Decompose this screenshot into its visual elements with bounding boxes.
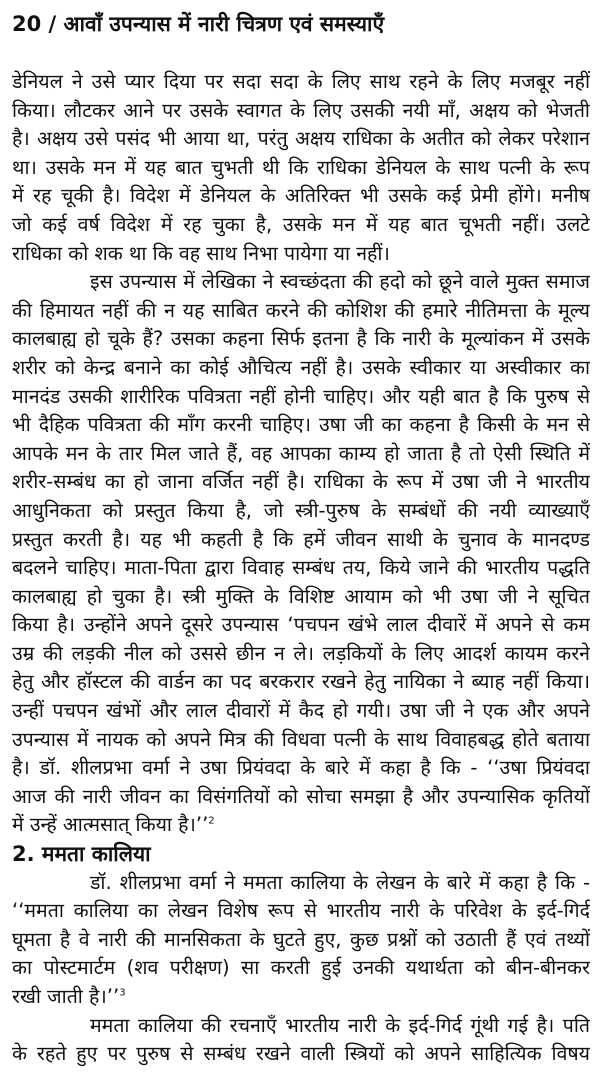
text-line: ‘‘ममता कालिया का लेखन विशेष रूप से भारतीय नारी के परिवेश के इर्द-गिर्द	[12, 899, 590, 923]
text-line: कालबाह्य हो चुका है। स्त्री मुक्ति के विशिष्ट आयाम को भी उषा जी ने सूचित	[12, 584, 590, 608]
text-line: कालबाह्य हो चूके हैं? उसका कहना सिर्फ इतना है कि नारी के मूल्यांकन में उसके	[12, 327, 590, 351]
text-line: में रह चूकी है। विदेश में डेनियल के अतिरिक्त भी उसके कई प्रेमी होंगे। मनीष	[12, 184, 590, 208]
text-line: उपन्यास में नायक को अपने मित्र की विधवा पत्नी के साथ विवाहबद्ध होते बताया	[12, 727, 590, 751]
text-line: उम्र की लड़की नील को उससे छीन न ले। लड़कियों के लिए आदर्श कायम करने	[12, 641, 590, 665]
text-line: किया है। उन्होंने अपने दूसरे उपन्यास ‘पचपन खंभे लाल दीवारें में अपने से कम	[12, 613, 590, 637]
paragraph-4	[12, 1012, 590, 1069]
text-line: घूमता है वे नारी की मानसिकता के घुटते हुए, कुछ प्रश्नों को उठाती हैं एवं तथ्यों	[12, 927, 590, 951]
text-line: प्रस्तुत करती है। यह भी कहती है कि हमें जीवन साथी के चुनाव के मानदण्ड	[12, 527, 590, 551]
footnote-marker: 2	[208, 815, 215, 827]
text-line: आधुनिकता को प्रस्तुत किया है, जो स्त्री-पुरुष के सम्बंधों की नयी व्याख्याएँ	[12, 498, 590, 522]
footnote-marker: 3	[119, 987, 126, 999]
text-line: के रहते हुए पर पुरुष से सम्बंध रखने वाली स्त्रियों को अपने साहित्यिक विषय	[12, 1042, 590, 1066]
page-body	[12, 68, 590, 1069]
paragraph-3	[12, 869, 590, 1012]
text-line: जो कई वर्ष विदेश में रह चुका है, उसके मन में यह बात चूभती नहीं। उलटे	[12, 212, 590, 236]
text-line: बदलने चाहिए। माता-पिता द्वारा विवाह सम्बंध तय, किये जाने की भारतीय पद्धति	[12, 556, 590, 580]
text-line: शरीर को केन्द्र बनाने का कोई औचित्य नहीं है। उसके स्वीकार या अस्वीकार का	[12, 355, 590, 379]
line-text: में उन्हें आत्मसात् किया है।’’	[12, 813, 209, 837]
text-line: है। अक्षय उसे पसंद भी आया था, परंतु अक्षय राधिका के अतीत को लेकर परेशान	[12, 127, 590, 151]
running-header: 20 / आवाँ उपन्यास में नारी चित्रण एवं समस्याएँ	[12, 12, 385, 36]
text-line: डेनियल ने उसे प्यार दिया पर सदा सदा के लिए साथ रहने के लिए मजबूर नहीं	[12, 70, 590, 93]
text-line: किया। लौटकर आने पर उसके स्वागत के लिए उसकी नयी माँ, अक्षय को भेजती	[12, 98, 590, 122]
paragraph-1	[12, 68, 590, 268]
text-line: है। डॉ. शीलप्रभा वर्मा ने उषा प्रियंवदा के बारे में कहा है कि - ‘‘उषा प्रियंवदा	[12, 756, 590, 780]
text-line: उन्हीं पचपन खंभों और लाल दीवारों में कैद हो गयी। उषा जी ने एक और अपने	[12, 699, 590, 723]
text-line: का पोस्टमार्टम (शव परीक्षण) सा करती हुई उनकी यथार्थता को बीन-बीनकर	[12, 956, 590, 980]
section-heading: 2. ममता कालिया	[12, 842, 151, 867]
text-line: ममता कालिया की रचनाएँ भारतीय नारी के इर्द-गिर्द गूंथी गई है। पति	[90, 1013, 590, 1037]
text-line	[12, 811, 590, 840]
paragraph-2	[12, 268, 590, 840]
text-line: आज की नारी जीवन का विसंगतियों को सोचा समझा है और उपन्यासिक कृतियों	[12, 784, 590, 808]
text-line	[12, 983, 590, 1012]
text-line: डॉ. शीलप्रभा वर्मा ने ममता कालिया के लेखन के बारे में कहा है कि -	[90, 870, 590, 894]
text-line: आपके मन के तार मिल जाते हैं, वह आपका काम्य हो जाता है तो ऐसी स्थिति में	[12, 441, 590, 465]
text-line: मानदंड उसकी शारीरिक पवित्रता नहीं होनी चाहिए। और यही बात है कि पुरुष से	[12, 384, 590, 408]
text-line: हेतु और हॉस्टल की वार्डन का पद बरकरार रखने हेतु नायिका ने ब्याह नहीं किया।	[12, 670, 590, 694]
text-line: राधिका को शक था कि वह साथ निभा पायेगा या नहीं।	[12, 241, 390, 265]
text-line: शरीर-सम्बंध का हो जाना वर्जित नहीं है। राधिका के रूप में उषा जी ने भारतीय	[12, 470, 590, 494]
line-text: रखी जाती है।’’	[12, 985, 120, 1008]
text-line: भी दैहिक पवित्रता की माँग करनी चाहिए। उषा जी का कहना है किसी के मन से	[12, 413, 590, 437]
text-line: इस उपन्यास में लेखिका ने स्वच्छंदता की हदो को छूने वाले मुक्त समाज	[90, 270, 590, 294]
text-line: की हिमायत नहीं की न यह साबित करने की कोशिश की हमारे नीतिमत्ता के मूल्य	[12, 298, 590, 322]
text-line: था। उसके मन में यह बात चुभती थी कि राधिका डेनियल के साथ पत्नी के रूप	[12, 155, 590, 179]
